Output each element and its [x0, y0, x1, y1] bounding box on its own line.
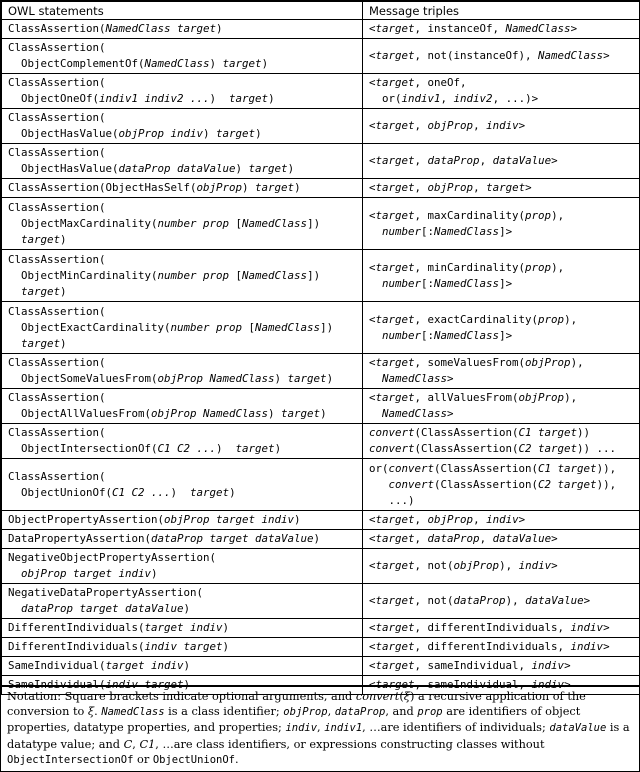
table-row — [2, 584, 640, 619]
table-row — [2, 530, 640, 549]
owl-statement-cell: ClassAssertion( ObjectIntersectionOf(C1 C2 ...) target) — [2, 424, 363, 459]
message-triple-cell: <target, sameIndividual, indiv> — [363, 676, 640, 695]
owl-statement-cell: ClassAssertion( ObjectOneOf(indiv1 indiv2 ...) target) — [2, 74, 363, 109]
owl-statement-cell: ClassAssertion( ObjectExactCardinality(number prop [NamedClass]) target) — [2, 302, 363, 354]
table-row — [2, 144, 640, 179]
owl-statement-cell: ClassAssertion( ObjectUnionOf(C1 C2 ...) target) — [2, 459, 363, 511]
table-row — [2, 354, 640, 389]
message-triple-cell: <target, differentIndividuals, indiv> — [363, 638, 640, 657]
message-triples-header: Message triples — [363, 2, 640, 20]
message-triple-cell: <target, objProp, indiv> — [363, 109, 640, 144]
message-triple-cell: <target, objProp, target> — [363, 179, 640, 198]
table-row — [2, 389, 640, 424]
owl-statement-cell: ClassAssertion( ObjectAllValuesFrom(objProp NamedClass) target) — [2, 389, 363, 424]
table-row — [2, 459, 640, 511]
message-triple-cell: <target, dataProp, dataValue> — [363, 530, 640, 549]
message-triple-cell: <target, objProp, indiv> — [363, 511, 640, 530]
table-row — [2, 619, 640, 638]
message-triple-cell: <target, someValuesFrom(objProp), NamedClass> — [363, 354, 640, 389]
table-row — [2, 39, 640, 74]
table-row — [2, 250, 640, 302]
owl-statements-header: OWL statements — [2, 2, 363, 20]
table-row — [2, 179, 640, 198]
owl-statement-cell: ClassAssertion( ObjectMinCardinality(number prop [NamedClass]) target) — [2, 250, 363, 302]
message-triple-cell: <target, minCardinality(prop), number[:NamedClass]> — [363, 250, 640, 302]
message-triple-cell: <target, exactCardinality(prop), number[:NamedClass]> — [363, 302, 640, 354]
owl-statement-cell: ClassAssertion( ObjectComplementOf(NamedClass) target) — [2, 39, 363, 74]
table-row — [2, 302, 640, 354]
table-row — [2, 549, 640, 584]
table-row — [2, 198, 640, 250]
owl-statement-cell: ClassAssertion( ObjectHasValue(dataProp dataValue) target) — [2, 144, 363, 179]
table-header-row — [2, 2, 640, 20]
owl-statement-cell: ObjectPropertyAssertion(objProp target indiv) — [2, 511, 363, 530]
message-triple-cell: <target, not(objProp), indiv> — [363, 549, 640, 584]
owl-statement-cell: ClassAssertion(ObjectHasSelf(objProp) target) — [2, 179, 363, 198]
owl-statement-cell: ClassAssertion( ObjectSomeValuesFrom(objProp NamedClass) target) — [2, 354, 363, 389]
table-row — [2, 20, 640, 39]
owl-statement-cell: SameIndividual(indiv target) — [2, 676, 363, 695]
table-row — [2, 638, 640, 657]
table-row — [2, 511, 640, 530]
message-triple-cell: <target, differentIndividuals, indiv> — [363, 619, 640, 638]
table-row — [2, 109, 640, 144]
message-triple-cell: or(convert(ClassAssertion(C1 target)), convert(ClassAssertion(C2 target)), ...) — [363, 459, 640, 511]
message-triple-cell: <target, allValuesFrom(objProp), NamedClass> — [363, 389, 640, 424]
message-triple-cell: convert(ClassAssertion(C1 target)) convert(ClassAssertion(C2 target)) ... — [363, 424, 640, 459]
owl-statements-table — [1, 1, 640, 695]
owl-statement-cell: DifferentIndividuals(target indiv) — [2, 619, 363, 638]
table-row — [2, 74, 640, 109]
table-row — [2, 424, 640, 459]
owl-statement-cell: NegativeObjectPropertyAssertion( objProp target indiv) — [2, 549, 363, 584]
message-triple-cell: <target, maxCardinality(prop), number[:NamedClass]> — [363, 198, 640, 250]
owl-statement-cell: NegativeDataPropertyAssertion( dataProp target dataValue) — [2, 584, 363, 619]
message-triple-cell: <target, instanceOf, NamedClass> — [363, 20, 640, 39]
owl-statement-cell: SameIndividual(target indiv) — [2, 657, 363, 676]
table-row — [2, 657, 640, 676]
owl-statement-cell: ClassAssertion( ObjectHasValue(objProp indiv) target) — [2, 109, 363, 144]
message-triple-cell: <target, not(dataProp), dataValue> — [363, 584, 640, 619]
owl-statement-cell: ClassAssertion(NamedClass target) — [2, 20, 363, 39]
owl-statement-cell: ClassAssertion( ObjectMaxCardinality(number prop [NamedClass]) target) — [2, 198, 363, 250]
owl-statement-cell: DataPropertyAssertion(dataProp target dataValue) — [2, 530, 363, 549]
notation-note: Notation: Square brackets indicate optional arguments, and convert(ξ) a recursive application of the conversion to ξ. NamedClass is a class identifier; objProp, dataProp, and prop are identifiers of object properties, datatype properties, and properties; indiv, indiv1, …are identifiers of individuals; dataValue is a datatype value; and C, C1, …are class identifiers, or expressions constructing classes without ObjectIntersectionOf or ObjectUnionOf. — [1, 685, 640, 768]
table-body — [2, 20, 640, 695]
message-triple-cell: <target, oneOf, or(indiv1, indiv2, ...)> — [363, 74, 640, 109]
message-triple-cell: <target, not(instanceOf), NamedClass> — [363, 39, 640, 74]
owl-statement-cell: DifferentIndividuals(indiv target) — [2, 638, 363, 657]
message-triple-cell: <target, dataProp, dataValue> — [363, 144, 640, 179]
message-triple-cell: <target, sameIndividual, indiv> — [363, 657, 640, 676]
